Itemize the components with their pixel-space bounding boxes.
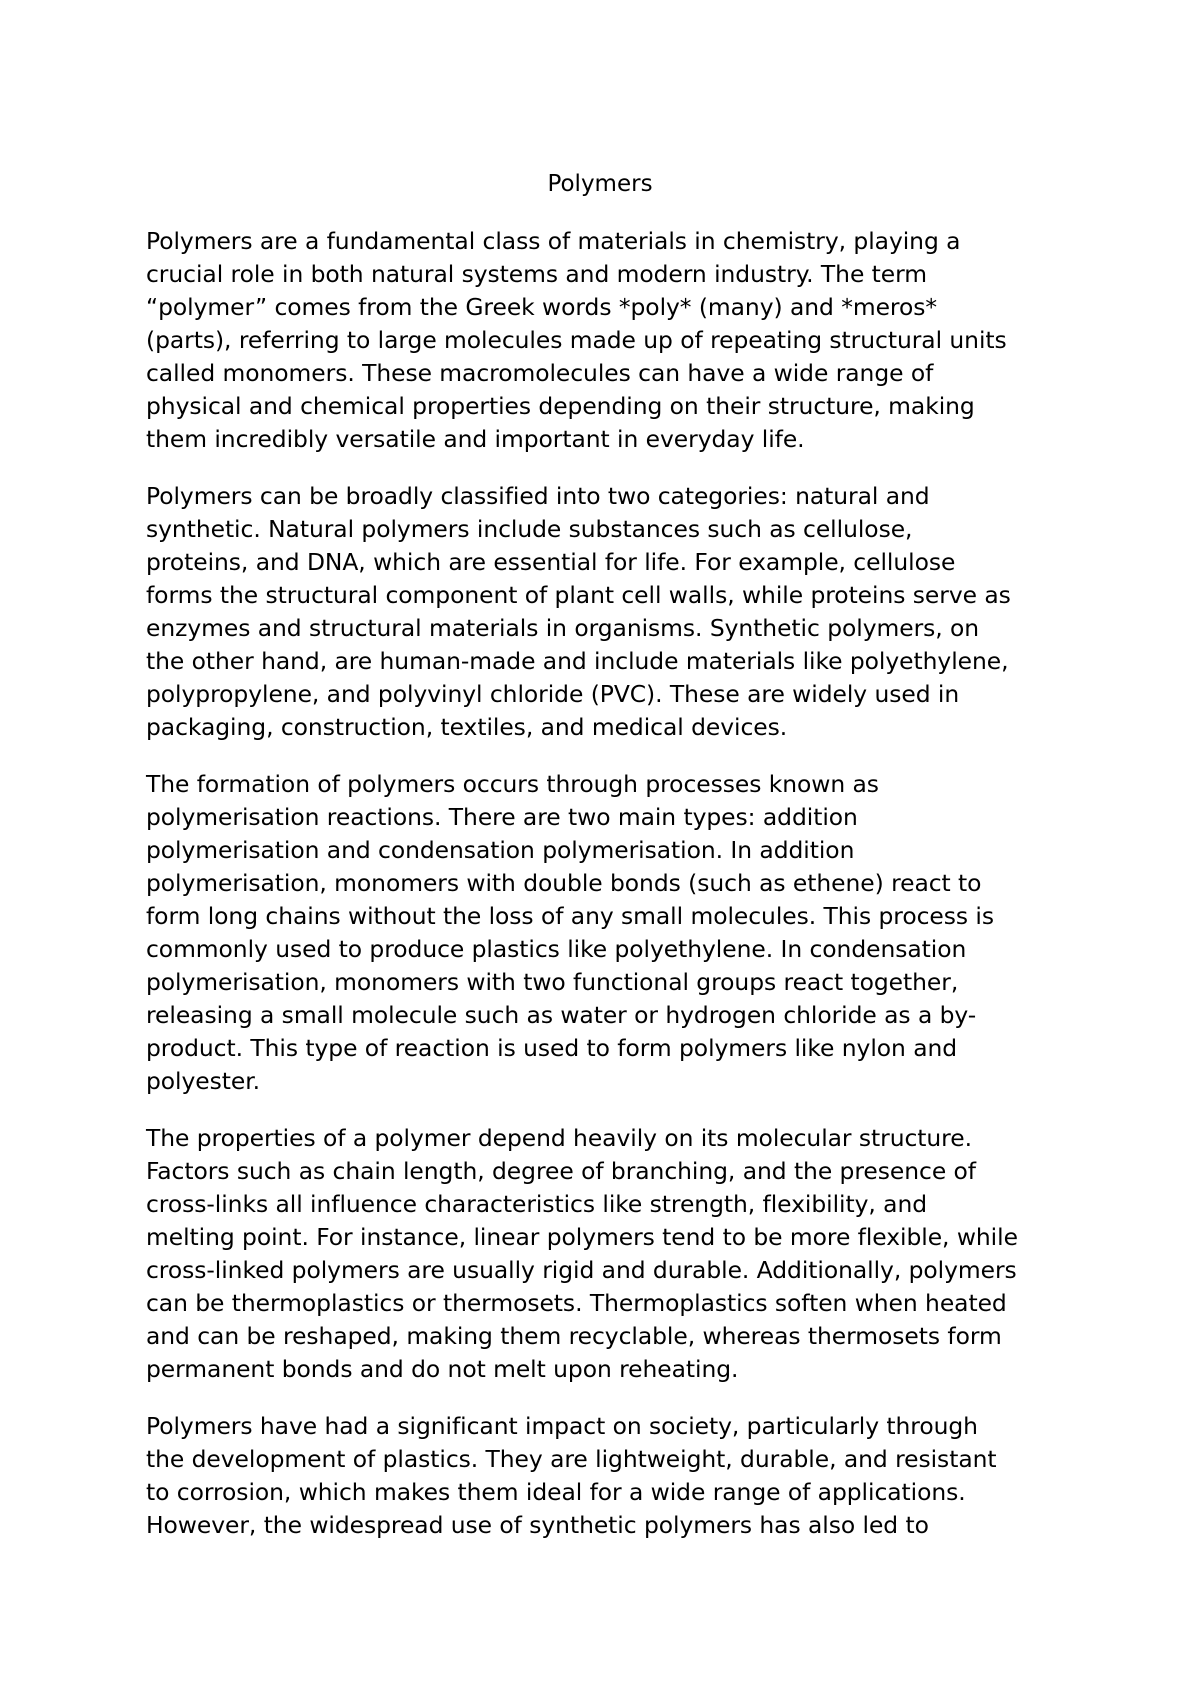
text-line: enzymes and structural materials in organisms. Synthetic polymers, on xyxy=(146,614,980,642)
text-line: cross-links all influence characteristics like strength, flexibility, and xyxy=(146,1190,928,1218)
text-line: (parts), referring to large molecules made up of repeating structural units xyxy=(146,326,1007,354)
text-line: Factors such as chain length, degree of branching, and the presence of xyxy=(146,1157,976,1185)
text-line: them incredibly versatile and important in everyday life. xyxy=(146,425,805,453)
text-line: However, the widespread use of synthetic polymers has also led to xyxy=(146,1511,929,1539)
text-line: packaging, construction, textiles, and medical devices. xyxy=(146,713,788,741)
text-line: polypropylene, and polyvinyl chloride (PVC). These are widely used in xyxy=(146,680,960,708)
text-line: polymerisation and condensation polymerisation. In addition xyxy=(146,836,855,864)
paragraph-2 xyxy=(146,480,1071,744)
text-line: polymerisation, monomers with two functional groups react together, xyxy=(146,968,959,996)
text-line: Polymers are a fundamental class of materials in chemistry, playing a xyxy=(146,227,961,255)
text-line: and can be reshaped, making them recyclable, whereas thermosets form xyxy=(146,1322,1002,1350)
text-line: product. This type of reaction is used to form polymers like nylon and xyxy=(146,1034,958,1062)
text-line: form long chains without the loss of any small molecules. This process is xyxy=(146,902,995,930)
text-line: called monomers. These macromolecules can have a wide range of xyxy=(146,359,934,387)
text-line: synthetic. Natural polymers include substances such as cellulose, xyxy=(146,515,913,543)
paragraph-4 xyxy=(146,1122,1071,1386)
text-line: polyester. xyxy=(146,1067,261,1095)
text-line: physical and chemical properties depending on their structure, making xyxy=(146,392,975,420)
text-line: “polymer” comes from the Greek words *poly* (many) and *meros* xyxy=(146,293,938,321)
text-line: Polymers have had a significant impact on society, particularly through xyxy=(146,1412,978,1440)
text-line: forms the structural component of plant cell walls, while proteins serve as xyxy=(146,581,1011,609)
text-line: the development of plastics. They are lightweight, durable, and resistant xyxy=(146,1445,997,1473)
paragraph-5 xyxy=(146,1410,1071,1542)
paragraph-1 xyxy=(146,225,1071,456)
text-line: proteins, and DNA, which are essential for life. For example, cellulose xyxy=(146,548,956,576)
text-line: crucial role in both natural systems and modern industry. The term xyxy=(146,260,928,288)
text-line: The formation of polymers occurs through processes known as xyxy=(146,770,879,798)
document-body xyxy=(146,225,1071,1566)
text-line: cross-linked polymers are usually rigid and durable. Additionally, polymers xyxy=(146,1256,1017,1284)
text-line: to corrosion, which makes them ideal for a wide range of applications. xyxy=(146,1478,966,1506)
text-line: polymerisation reactions. There are two main types: addition xyxy=(146,803,858,831)
text-line: releasing a small molecule such as water or hydrogen chloride as a by- xyxy=(146,1001,977,1029)
text-line: melting point. For instance, linear polymers tend to be more flexible, while xyxy=(146,1223,1018,1251)
text-line: Polymers can be broadly classified into two categories: natural and xyxy=(146,482,930,510)
text-line: permanent bonds and do not melt upon reheating. xyxy=(146,1355,739,1383)
paragraph-3 xyxy=(146,768,1071,1098)
text-line: the other hand, are human-made and include materials like polyethylene, xyxy=(146,647,1009,675)
document-title: Polymers xyxy=(547,171,653,197)
text-line: polymerisation, monomers with double bonds (such as ethene) react to xyxy=(146,869,982,897)
text-line: can be thermoplastics or thermosets. Thermoplastics soften when heated xyxy=(146,1289,1007,1317)
text-line: The properties of a polymer depend heavily on its molecular structure. xyxy=(146,1124,972,1152)
text-line: commonly used to produce plastics like polyethylene. In condensation xyxy=(146,935,967,963)
